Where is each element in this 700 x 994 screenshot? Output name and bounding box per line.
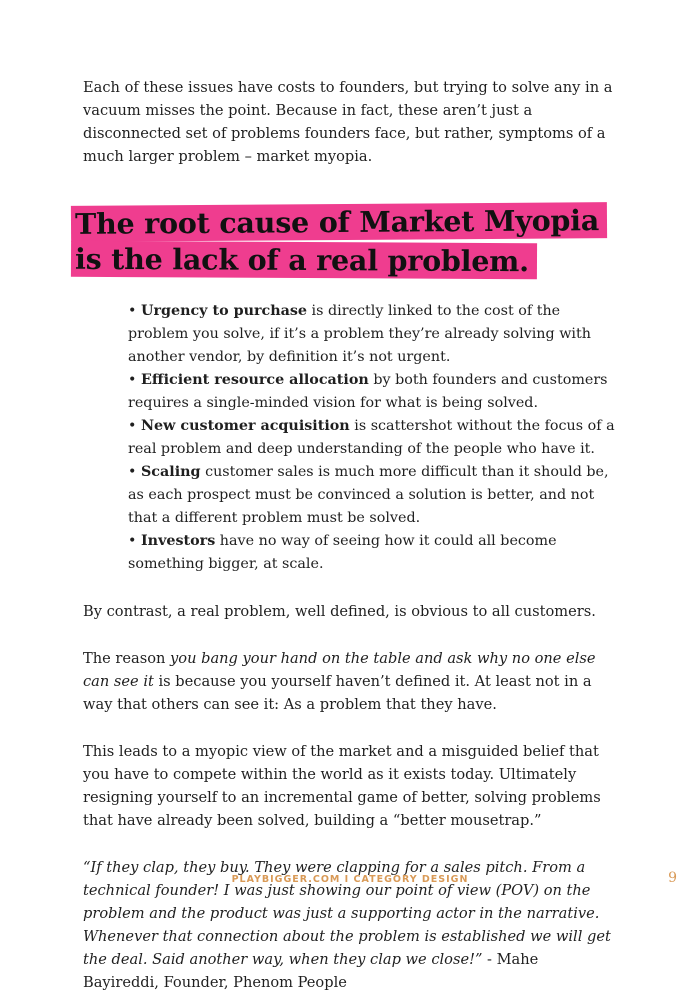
bullet-term: Efficient resource allocation [140,372,369,388]
bullet-term: New customer acquisition [140,418,350,434]
page-content [74,76,618,994]
quote-text: “If they clap, they buy. They were clapping for a sales pitch. From a technical founder! I was just showing our point of view (POV) on the problem and the product was just a supporting actor in the narrative. Whenever that connection about the problem is established we will get the deal. Said another way, when they clap we close!” [83,859,611,968]
intro-paragraph: Each of these issues have costs to founders, but trying to solve any in a vacuum misses the point. Because in fact, these aren’t just a disconnected set of problems founders face, but rather, symptoms of a much larger problem – market myopia. [83,79,613,165]
bullet-text: is scattershot without the focus of a real problem and deep understanding of the people who have it. [128,418,615,457]
bullet-text: is directly linked to the cost of the problem you solve, if it’s a problem they’re already solving with another vendor, by definition it’s not urgent. [128,303,591,365]
bullet-item [128,415,618,461]
reason-italic: you bang your hand on the table and ask why no one else can see it [83,650,596,690]
bullet-mark: • [128,418,137,434]
bullet-text: have no way of seeing how it could all become something bigger, at scale. [128,533,557,572]
page-footer: PLAYBIGGER.COM I CATEGORY DESIGN [231,874,469,885]
bullet-mark: • [128,303,137,319]
bullet-item [128,369,618,415]
bullet-mark: • [128,372,137,388]
bullet-item [128,530,618,576]
headline-line-2: is the lack of a real problem. [71,241,537,279]
reason-paragraph [83,647,618,716]
quote-attribution: - Mahe Bayireddi, Founder, Phenom People [83,951,539,991]
bullet-term: Urgency to purchase [140,303,308,319]
bullet-text: by both founders and customers requires a single-minded vision for what is being solved. [128,372,608,411]
bullet-text: customer sales is much more difficult than it should be, as each prospect must be convinced a solution is better, and not that a different problem must be solved. [128,464,609,526]
page-number: 9 [668,870,677,886]
headline [71,204,618,278]
myopic-view-paragraph: This leads to a myopic view of the market and a misguided belief that you have to compete within the world as it exists today. Ultimately resigning yourself to an incremental game of better, solving problems that have already been solved, building a “better mousetrap.” [83,743,601,829]
bullet-item [128,461,618,530]
bullet-term: Scaling [140,464,201,480]
headline-line-1: The root cause of Market Myopia [71,202,607,242]
bullet-list [128,300,618,576]
bullet-item [128,300,618,369]
bullet-term: Investors [140,533,216,549]
bullet-mark: • [128,464,137,480]
reason-post: is because you yourself haven’t defined it. At least not in a way that others can see it: As a problem that they have. [83,673,592,713]
contrast-paragraph: By contrast, a real problem, well defined, is obvious to all customers. [83,603,596,620]
bullet-mark: • [128,533,137,549]
reason-pre: The reason [83,650,171,667]
